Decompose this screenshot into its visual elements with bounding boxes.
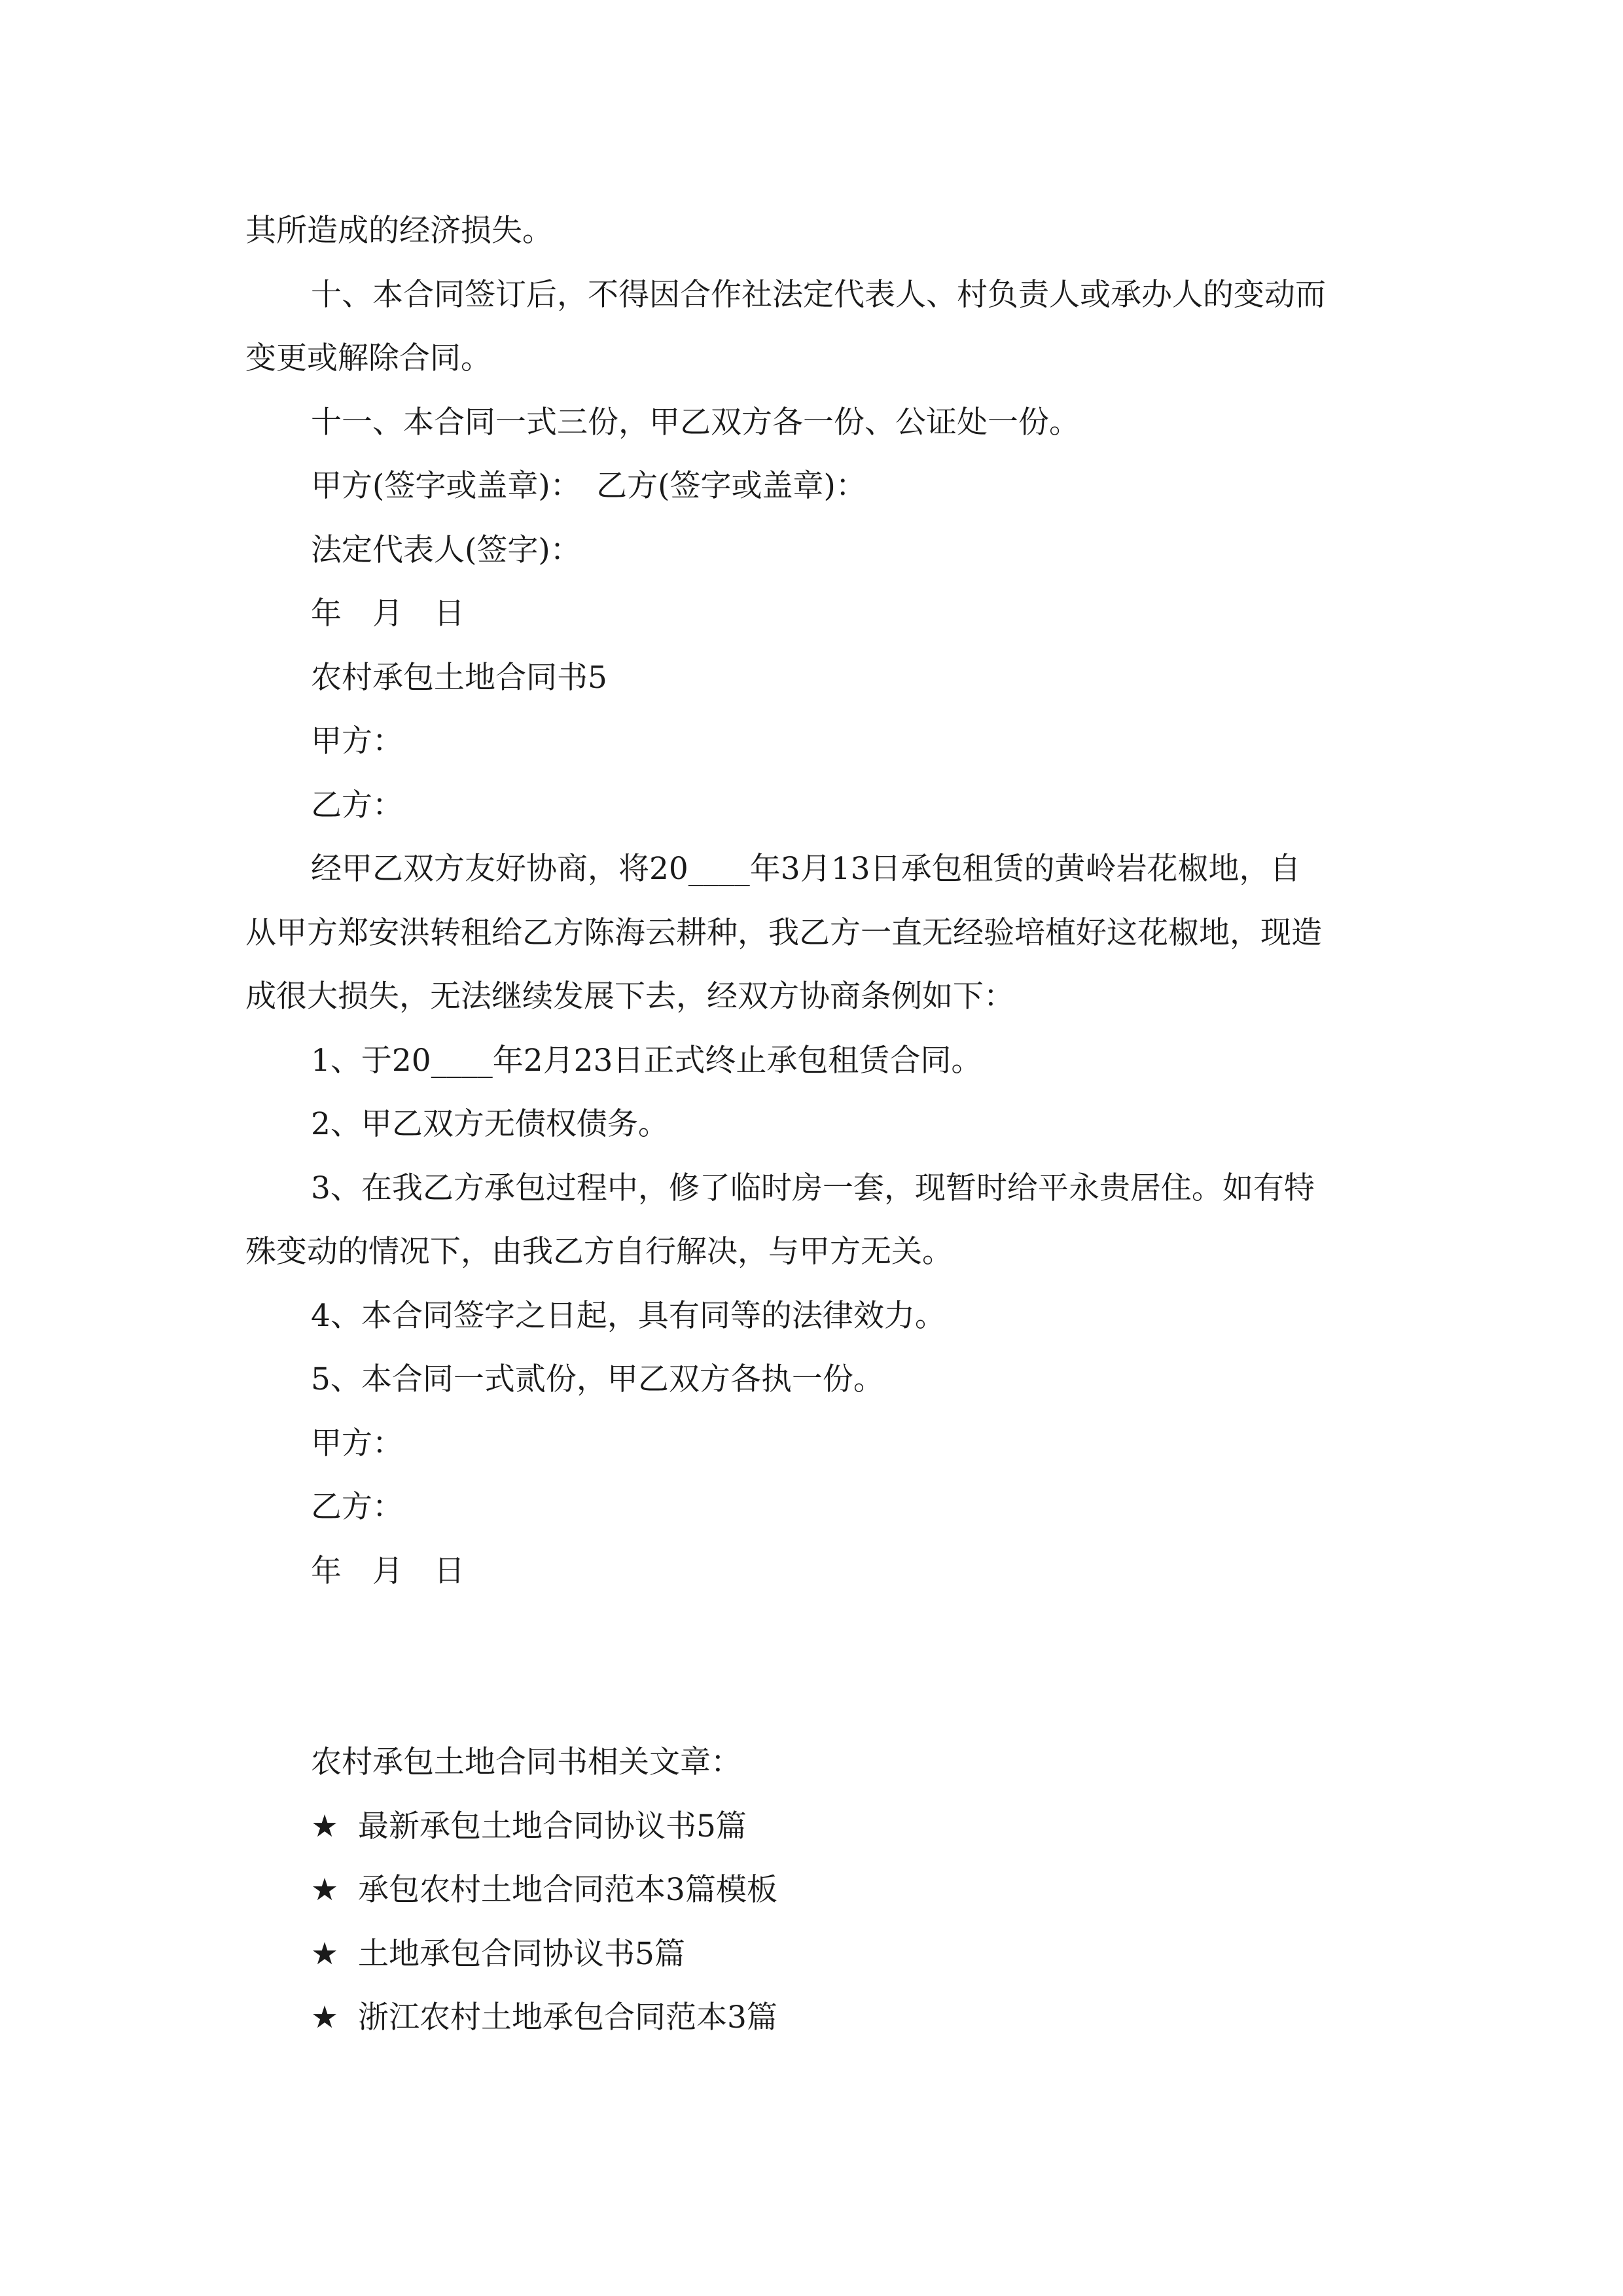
date-line: 年 月 日 (311, 1552, 465, 1589)
text-line: 十一、本合同一式三份，甲乙双方各一份、公证处一份。 (311, 404, 1080, 440)
section-title: 农村承包土地合同书5 (311, 659, 607, 696)
star-icon: ★ (311, 1808, 339, 1844)
related-article-title[interactable]: 承包农村土地合同范本3篇模板 (358, 1872, 777, 1908)
star-icon: ★ (311, 1872, 339, 1908)
related-article-link[interactable] (245, 1986, 1381, 2050)
related-articles-heading: 农村承包土地合同书相关文章： (311, 1744, 741, 1780)
related-article-title[interactable]: 浙江农村土地承包合同范本3篇 (358, 2000, 777, 2036)
clause-5: 5、本合同一式贰份，甲乙双方各执一份。 (311, 1361, 884, 1397)
clause-1: 1、于20____年2月23日正式终止承包租赁合同。 (311, 1042, 982, 1079)
star-icon: ★ (311, 2000, 339, 2036)
party-a-line: 甲方： (311, 723, 403, 759)
related-article-title[interactable]: 最新承包土地合同协议书5篇 (358, 1808, 747, 1844)
related-article-title[interactable]: 土地承包合同协议书5篇 (358, 1935, 685, 1972)
party-b-line: 乙方： (311, 1489, 403, 1525)
related-article-link[interactable] (245, 1858, 1381, 1922)
text-line: 从甲方郑安洪转租给乙方陈海云耕种，我乙方一直无经验培植好这花椒地，现造 (245, 914, 1322, 951)
star-icon: ★ (311, 1935, 339, 1972)
clause-4: 4、本合同签字之日起，具有同等的法律效力。 (311, 1297, 946, 1334)
related-article-link[interactable] (245, 1922, 1381, 1986)
related-article-link[interactable] (245, 1795, 1381, 1859)
signature-line: 甲方(签字或盖章)： 乙方(签字或盖章)： (311, 468, 866, 504)
clause-3: 3、在我乙方承包过程中，修了临时房一套，现暂时给平永贵居住。如有特 (311, 1170, 1315, 1206)
text-line: 经甲乙双方友好协商，将20____年3月13日承包租赁的黄岭岩花椒地，自 (311, 851, 1301, 887)
date-line: 年 月 日 (311, 596, 465, 632)
text-line: 殊变动的情况下，由我乙方自行解决，与甲方无关。 (245, 1234, 953, 1270)
text-line: 其所造成的经济损失。 (245, 213, 553, 249)
party-b-line: 乙方： (311, 787, 403, 823)
clause-2: 2、甲乙双方无债权债务。 (311, 1106, 669, 1142)
signature-line: 法定代表人(签字)： (311, 531, 581, 568)
party-a-line: 甲方： (311, 1425, 403, 1462)
text-line: 成很大损失，无法继续发展下去，经双方协商条例如下： (245, 978, 1014, 1014)
document-body (245, 199, 1381, 2050)
spacer (245, 1603, 1381, 1731)
text-line: 十、本合同签订后，不得因合作社法定代表人、村负责人或承办人的变动而 (311, 276, 1326, 313)
text-line: 变更或解除合同。 (245, 340, 491, 376)
